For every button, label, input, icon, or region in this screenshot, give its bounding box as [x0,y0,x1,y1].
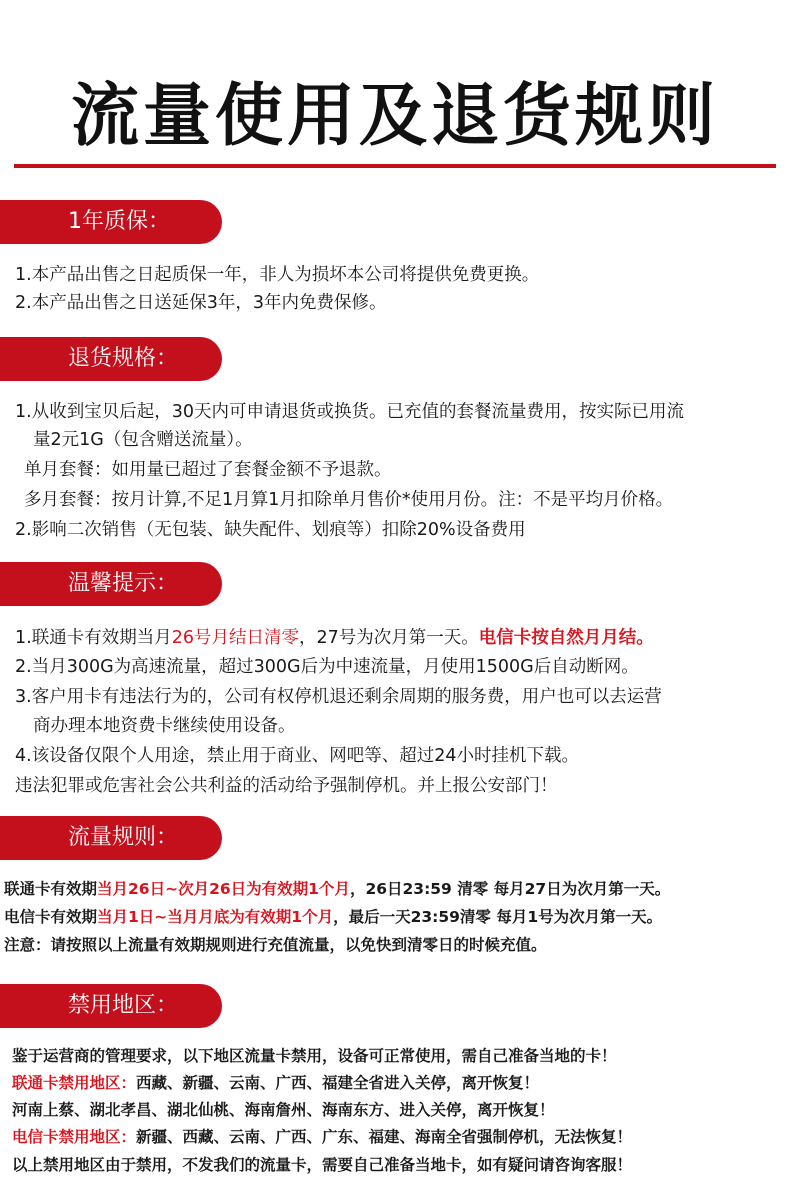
returns-line-2: 量2元1G（包含赠送流量）。 [33,430,253,450]
rules-telecom-c: ，最后一天23:59清零 每月1号为次月第一天。 [333,908,663,926]
returns-line-5: 2.影响二次销售（无包装、缺失配件、划痕等）扣除20%设备费用 [15,520,526,540]
tips-line-1-a: 1.联通卡有效期当月 [15,628,172,648]
banned-telecom-text: 新疆、西藏、云南、广西、广东、福建、海南全省强制停机，无法恢复！ [136,1128,633,1146]
tips-line-2: 2.当月300G为高速流量，超过300G后为中速流量，月使用1500G后自动断网。 [15,657,639,677]
tips-line-5: 4.该设备仅限个人用途，禁止用于商业、网吧等、超过24小时挂机下载。 [15,746,579,766]
banned-unicom-line [12,1071,539,1095]
tips-heading: 温馨提示： [0,562,222,606]
banned-unicom-text: 西藏、新疆、云南、广西、福建全省进入关停，离开恢复！ [136,1074,540,1092]
warranty-line-2: 2.本产品出售之日送延保3年，3年内免费保修。 [15,293,387,313]
tips-line-1-d: 电信卡按自然月月结。 [478,628,654,648]
rules-unicom-a: 联通卡有效期 [4,880,98,898]
banned-unicom-line-2: 河南上蔡、湖北孝昌、湖北仙桃、海南詹州、海南东方、进入关停，离开恢复！ [12,1101,555,1119]
title-divider [14,164,776,168]
rules-heading: 流量规则： [0,816,222,860]
rules-note: 注意：请按照以上流量有效期规则进行充值流量，以免快到清零日的时候充值。 [4,936,547,954]
tips-line-1 [15,626,654,650]
banned-intro: 鉴于运营商的管理要求，以下地区流量卡禁用，设备可正常使用，需自己准备当地的卡！ [12,1047,617,1065]
returns-line-1: 1.从收到宝贝后起，30天内可申请退货或换货。已充值的套餐流量费用，按实际已用流 [15,402,684,422]
returns-line-3: 单月套餐：如用量已超过了套餐金额不予退款。 [24,460,392,480]
banned-unicom-label: 联通卡禁用地区： [12,1074,137,1092]
tips-line-1-c: ，27号为次月第一天。 [298,628,479,648]
banned-heading: 禁用地区： [0,984,222,1028]
tips-line-6: 违法犯罪或危害社会公共利益的活动给予强制停机。并上报公安部门！ [15,776,558,796]
page-title: 流量使用及退货规则 [70,77,719,156]
tips-line-3: 3.客户用卡有违法行为的，公司有权停机退还剩余周期的服务费，用户也可以去运营 [15,687,662,707]
banned-telecom-label: 电信卡禁用地区： [12,1128,137,1146]
rules-unicom-c: ，26日23:59 清零 每月27日为次月第一天。 [349,880,671,898]
rules-telecom-a: 电信卡有效期 [4,908,98,926]
banned-telecom-line [12,1125,632,1149]
returns-heading: 退货规格： [0,337,222,381]
warranty-line-1: 1.本产品出售之日起质保一年，非人为损坏本公司将提供免费更换。 [15,265,540,285]
rules-unicom-line [4,877,670,901]
rules-telecom-b: 当月1日~当月月底为有效期1个月 [97,908,334,926]
rules-unicom-b: 当月26日~次月26日为有效期1个月 [97,880,350,898]
returns-line-4: 多月套餐：按月计算,不足1月算1月扣除单月售价*使用月份。注：不是平均月价格。 [24,490,674,510]
warranty-heading: 1年质保： [0,200,222,244]
tips-line-1-b: 26号月结日清零 [171,628,299,648]
tips-line-4: 商办理本地资费卡继续使用设备。 [33,716,296,736]
banned-footer: 以上禁用地区由于禁用，不发我们的流量卡，需要自己准备当地卡，如有疑问请咨询客服！ [12,1156,633,1174]
rules-telecom-line [4,905,662,929]
